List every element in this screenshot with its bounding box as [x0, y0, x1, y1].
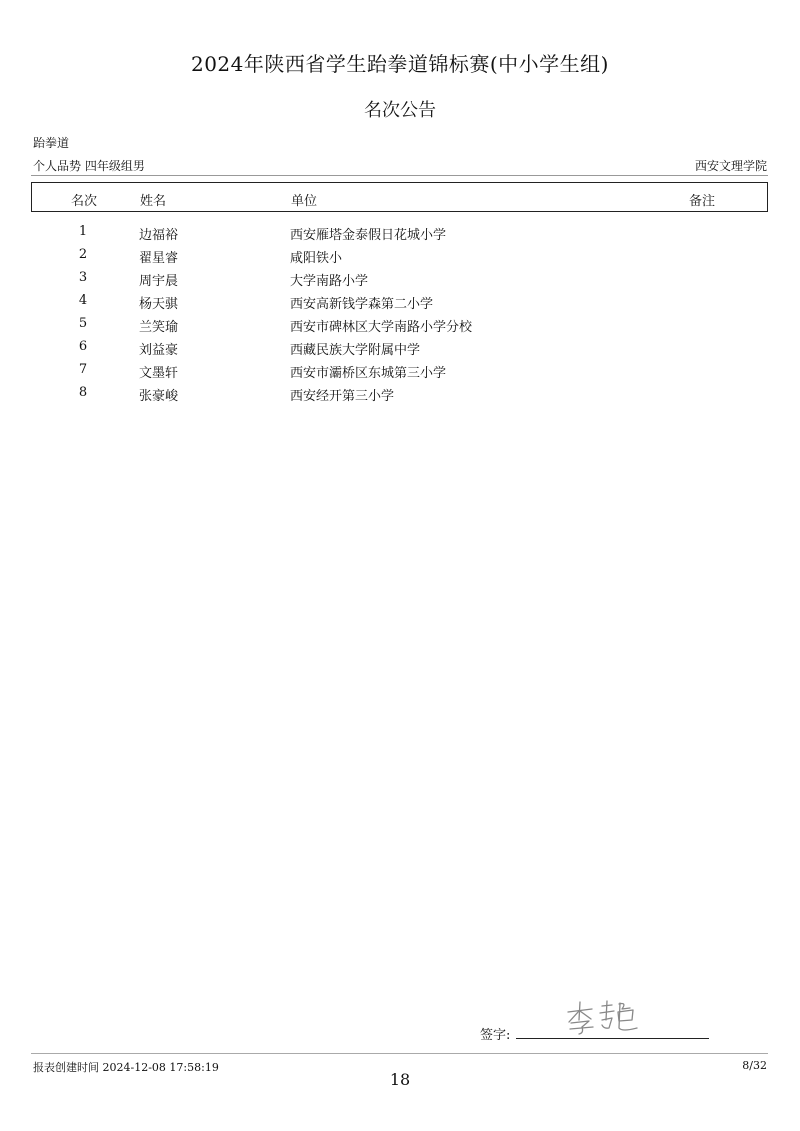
table-row: [31, 224, 768, 247]
signature-label: 签字:: [480, 1028, 511, 1043]
table-row: [31, 316, 768, 339]
name-cell: 边福裕: [139, 228, 179, 243]
table-row: [31, 247, 768, 270]
footer-divider: [31, 1053, 768, 1054]
name-cell: 兰笑瑜: [139, 320, 179, 335]
name-cell: 周宇晨: [139, 274, 179, 289]
table-row: [31, 385, 768, 408]
rank-cell: 2: [78, 247, 88, 262]
rank-cell: 7: [78, 362, 88, 377]
signature-line: [516, 1038, 709, 1039]
name-cell: 文墨轩: [139, 366, 179, 381]
column-header-rank: 名次: [70, 194, 97, 209]
name-cell: 刘益豪: [139, 343, 179, 358]
unit-cell: 西安高新钱学森第二小学: [290, 297, 434, 312]
rank-cell: 4: [78, 293, 88, 308]
table-row: [31, 362, 768, 385]
column-header-unit: 单位: [291, 194, 318, 209]
rank-cell: 1: [78, 224, 88, 239]
table-row: [31, 293, 768, 316]
report-created-time: 报表创建时间 2024-12-08 17:58:19: [33, 1061, 219, 1074]
rank-cell: 5: [78, 316, 88, 331]
rank-cell: 8: [78, 385, 88, 400]
event-label: 个人品势 四年级组男: [33, 159, 145, 173]
rank-cell: 6: [78, 339, 88, 354]
unit-cell: 西安经开第三小学: [290, 389, 395, 404]
document-title: 2024年陕西省学生跆拳道锦标赛(中小学生组): [190, 52, 609, 76]
table-header: [31, 182, 768, 212]
table-row: [31, 339, 768, 362]
rank-cell: 3: [78, 270, 88, 285]
venue-label: 西安文理学院: [694, 159, 767, 173]
sport-label: 跆拳道: [33, 136, 70, 150]
handwritten-signature: [562, 998, 646, 1038]
header-divider: [31, 175, 768, 176]
unit-cell: 西安市灞桥区东城第三小学: [290, 366, 447, 381]
unit-cell: 西藏民族大学附属中学: [290, 343, 421, 358]
name-cell: 张豪峻: [139, 389, 179, 404]
page-index: 8/32: [742, 1059, 767, 1072]
document-subtitle: 名次公告: [364, 100, 436, 121]
name-cell: 杨天骐: [139, 297, 179, 312]
name-cell: 翟星睿: [139, 251, 179, 266]
unit-cell: 西安市碑林区大学南路小学分校: [290, 320, 473, 335]
page-number: 18: [389, 1070, 411, 1089]
column-header-name: 姓名: [140, 194, 167, 209]
table-row: [31, 270, 768, 293]
unit-cell: 咸阳铁小: [290, 251, 343, 266]
unit-cell: 西安雁塔金泰假日花城小学: [290, 228, 447, 243]
unit-cell: 大学南路小学: [290, 274, 369, 289]
column-header-note: 备注: [689, 194, 716, 209]
